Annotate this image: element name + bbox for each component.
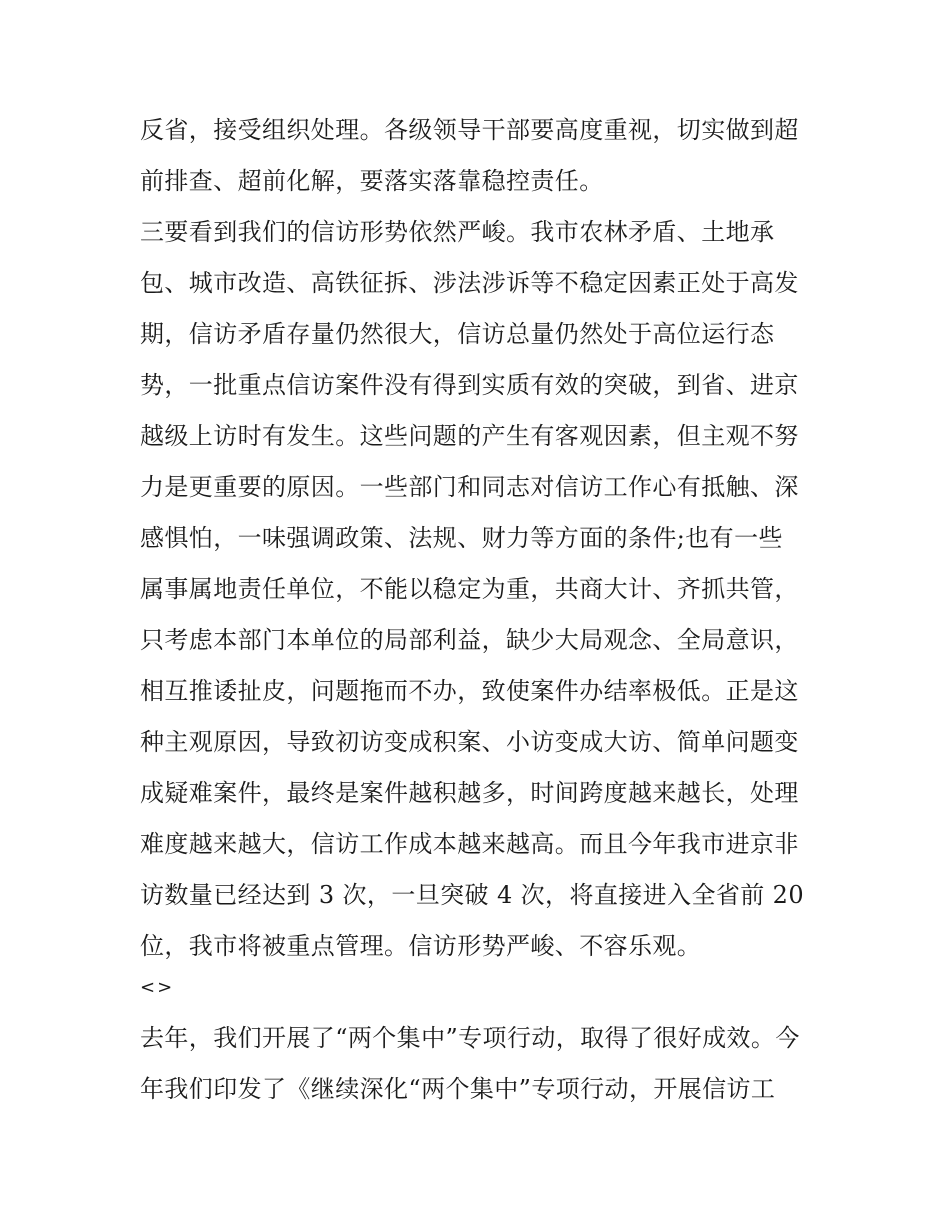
- paragraph-2-line-4: 势，一批重点信访案件没有得到实质有效的突破，到省、进京: [140, 371, 799, 399]
- paragraph-2-line-14: 访数量已经达到 3 次，一旦突破 4 次，将直接进入全省前 20: [140, 881, 805, 909]
- paragraph-2-line-13: 难度越来越大，信访工作成本越来越高。而且今年我市进京非: [140, 830, 799, 858]
- paragraph-1-line-2: 前排查、超前化解，要落实落靠稳控责任。: [140, 167, 604, 195]
- paragraph-2-line-5: 越级上访时有发生。这些问题的产生有客观因素，但主观不努: [140, 422, 799, 450]
- paragraph-2-line-12: 成疑难案件，最终是案件越积越多，时间跨度越来越长，处理: [140, 779, 799, 807]
- paragraph-2-line-9: 只考虑本部门本单位的局部利益，缺少大局观念、全局意识，: [140, 626, 799, 654]
- paragraph-2-line-8: 属事属地责任单位，不能以稳定为重，共商大计、齐抓共管，: [140, 575, 799, 603]
- paragraph-2-line-7: 感惧怕，一味强调政策、法规、财力等方面的条件;也有一些: [140, 524, 783, 552]
- paragraph-2-line-11: 种主观原因，导致初访变成积案、小访变成大访、简单问题变: [140, 728, 799, 756]
- paragraph-3-line-2: 年我们印发了《继续深化“两个集中”专项行动，开展信访工: [140, 1075, 776, 1103]
- paragraph-2-line-1: 三要看到我们的信访形势依然严峻。我市农林矛盾、土地承: [140, 218, 775, 246]
- paragraph-2-line-2: 包、城市改造、高铁征拆、涉法涉诉等不稳定因素正处于高发: [140, 269, 799, 297]
- paragraph-2-line-15: 位，我市将被重点管理。信访形势严峻、不容乐观。: [140, 932, 702, 960]
- section-marker: <>: [140, 977, 175, 998]
- paragraph-2-line-3: 期，信访矛盾存量仍然很大，信访总量仍然处于高位运行态: [140, 320, 775, 348]
- paragraph-2-line-10: 相互推诿扯皮，问题拖而不办，致使案件办结率极低。正是这: [140, 677, 799, 705]
- paragraph-3-line-1: 去年，我们开展了“两个集中”专项行动，取得了很好成效。今: [140, 1024, 800, 1052]
- paragraph-1-line-1: 反省，接受组织处理。各级领导干部要高度重视，切实做到超: [140, 116, 799, 144]
- paragraph-2-line-6: 力是更重要的原因。一些部门和同志对信访工作心有抵触、深: [140, 473, 799, 501]
